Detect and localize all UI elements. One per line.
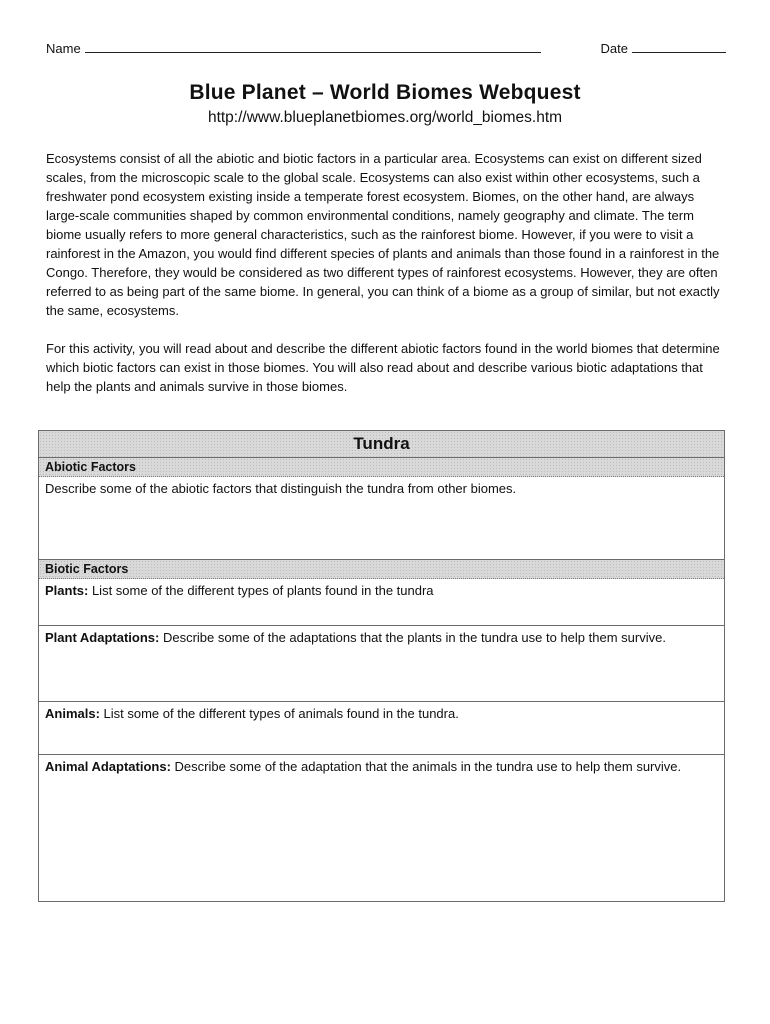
plant-adaptations-label: Plant Adaptations: (45, 630, 160, 645)
animal-adaptations-label: Animal Adaptations: (45, 759, 171, 774)
abiotic-factors-prompt: Describe some of the abiotic factors that distinguish the tundra from other biomes. (45, 481, 517, 496)
abiotic-factors-heading: Abiotic Factors (39, 458, 724, 477)
table-title: Tundra (39, 431, 724, 458)
plants-answer-box[interactable] (39, 579, 724, 626)
animals-answer-box[interactable] (39, 702, 724, 755)
name-field (46, 40, 541, 56)
name-blank-line[interactable] (85, 40, 541, 53)
page-title: Blue Planet – World Biomes Webquest (189, 81, 581, 104)
date-field (601, 40, 726, 56)
plant-adaptations-prompt: Describe some of the adaptations that the plants in the tundra use to help them survive. (159, 630, 666, 645)
animals-label: Animals: (45, 706, 100, 721)
animal-adaptations-prompt: Describe some of the adaptation that the animals in the tundra use to help them survive. (170, 759, 682, 774)
date-label: Date (600, 41, 628, 56)
abiotic-factors-answer-box[interactable] (39, 477, 724, 560)
date-blank-line[interactable] (632, 40, 726, 53)
biotic-factors-heading: Biotic Factors (39, 560, 724, 579)
plants-prompt: List some of the different types of plants found in the tundra (88, 583, 434, 598)
plants-label: Plants: (45, 583, 89, 598)
animals-prompt: List some of the different types of animals found in the tundra. (99, 706, 459, 721)
source-url: http://www.blueplanetbiomes.org/world_biomes.htm (207, 109, 563, 126)
animal-adaptations-answer-box[interactable] (39, 755, 724, 901)
name-date-line (46, 40, 726, 56)
intro-paragraph: Ecosystems consist of all the abiotic and biotic factors in a particular area. Ecosystems can exist on different sized scales, from the microscopic scale to the global scale. Ecosystems can also exist within other ecosystems, such a freshwater pond ecosystem existing inside a temperate forest ecosystem. Biomes, on the other hand, are always large-scale communities shaped by common environmental conditions, namely geography and climate. The term biome usually refers to more general characteristics, such as the rainforest biome. However, if you were to visit a rainforest in the Amazon, you would find different species of plants and animals than those found in a rainforest in the Congo. Therefore, they would be considered as two different types of rainforest ecosystems. However, they are often referred to as being part of the same biome. In general, you can think of a biome as a group of similar, but not exactly the same, ecosystems. (46, 151, 720, 318)
name-label: Name (46, 41, 81, 56)
tundra-table (38, 430, 725, 902)
activity-paragraph: For this activity, you will read about and describe the different abiotic factors found in the world biomes that determine which biotic factors can exist in those biomes. You will also read about and describe various biotic adaptations that help the plants and animals survive in those biomes. (46, 341, 720, 394)
plant-adaptations-answer-box[interactable] (39, 626, 724, 702)
